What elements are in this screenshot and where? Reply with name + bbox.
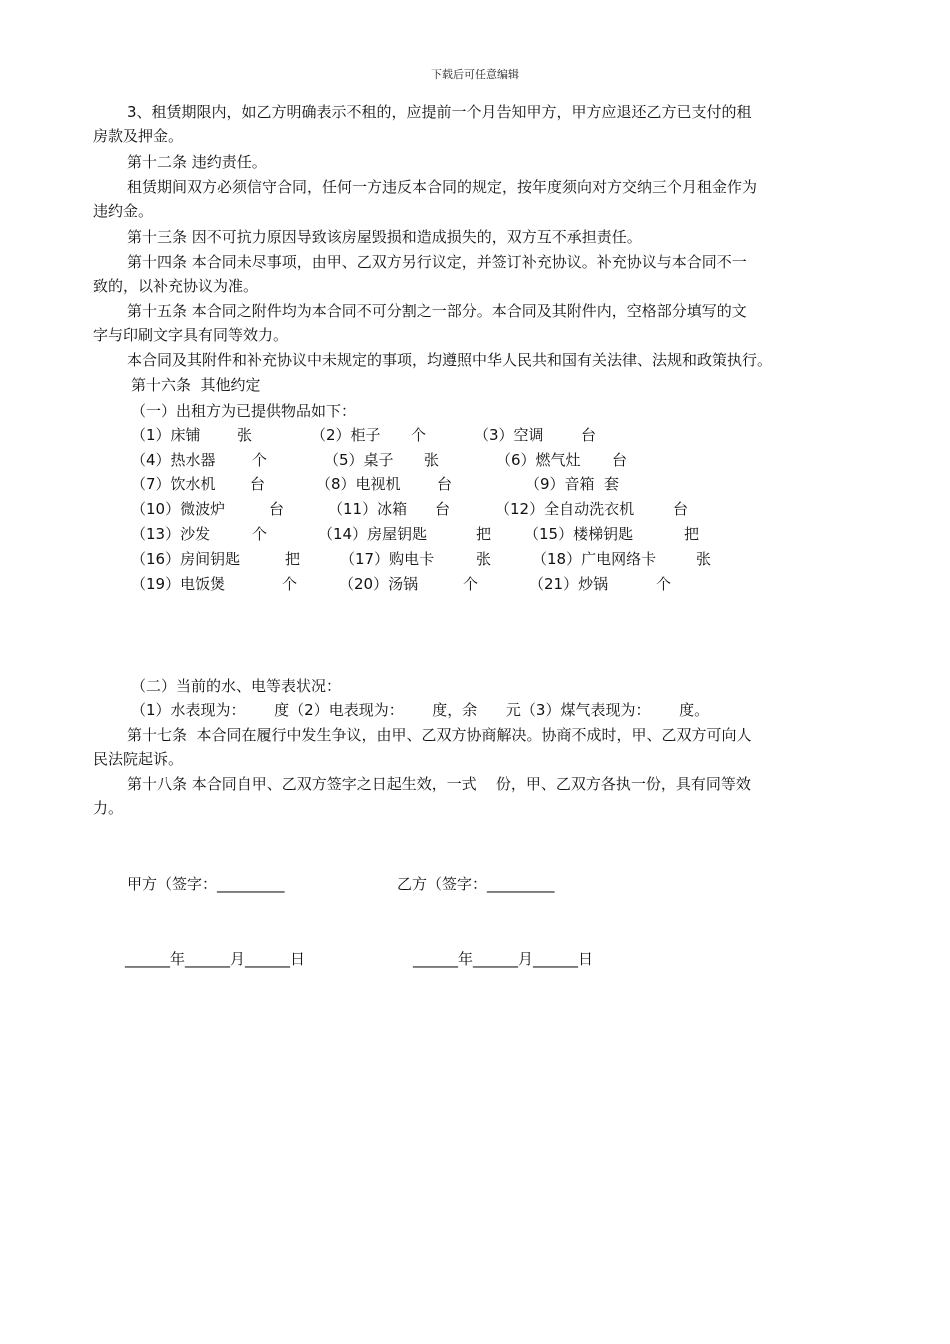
item-unit: 台 (581, 426, 597, 444)
item-unit: 台 (435, 500, 451, 518)
clause-3-line-1: 3、租赁期限内，如乙方明确表示不租的，应提前一个月告知甲方，甲方应退还乙方已支付的租 (127, 103, 752, 121)
party-b-signature: 乙方（签字：_________ (397, 875, 555, 893)
item-unit: 个 (252, 451, 268, 469)
item-unit: 个 (463, 575, 479, 593)
article-15-line-1: 第十五条 本合同之附件均为本合同不可分割之一部分。本合同及其附件内，空格部分填写的文 (127, 302, 747, 320)
item-unit: 台 (612, 451, 628, 469)
item-unit: 台 (437, 475, 453, 493)
item-name: （9）音箱 (525, 475, 595, 493)
item-name: （7）饮水机 (131, 475, 216, 493)
item-name: （15）楼梯钥匙 (524, 525, 634, 543)
party-a-date: ______年______月______日 (125, 950, 306, 968)
article-18-line-2: 力。 (93, 799, 124, 817)
article-17-line-2: 民法院起诉。 (93, 750, 184, 768)
item-name: （21）炒锅 (529, 575, 609, 593)
item-row (131, 572, 851, 596)
item-row (131, 423, 851, 447)
meter-readings: （1）水表现为： 度（2）电表现为： 度，余 元（3）煤气表现为： 度。 (131, 701, 710, 719)
item-unit: 个 (656, 575, 672, 593)
article-15-line-2: 字与印刷文字具有同等效力。 (93, 326, 289, 344)
item-unit: 把 (684, 525, 700, 543)
item-name: （4）热水器 (131, 451, 216, 469)
item-name: （2）柜子 (311, 426, 381, 444)
item-row (131, 497, 851, 521)
item-unit: 个 (252, 525, 268, 543)
page-header: 下载后可任意编辑 (431, 68, 519, 81)
item-row (131, 472, 851, 496)
article-12-line-1: 租赁期间双方必须信守合同，任何一方违反本合同的规定，按年度须向对方交纳三个月租金作为 (127, 178, 758, 196)
item-unit: 张 (476, 550, 492, 568)
item-unit: 个 (282, 575, 298, 593)
item-name: （13）沙发 (131, 525, 211, 543)
item-name: （6）燃气灶 (496, 451, 581, 469)
item-unit: 台 (269, 500, 285, 518)
clause-3-line-2: 房款及押金。 (93, 127, 184, 145)
article-14-line-1: 第十四条 本合同未尽事项，由甲、乙双方另行议定，并签订补充协议。补充协议与本合同不一 (127, 253, 747, 271)
item-name: （12）全自动洗衣机 (495, 500, 635, 518)
items-heading: （一）出租方为已提供物品如下： (131, 402, 357, 420)
article-17-line-1: 第十七条 本合同在履行中发生争议，由甲、乙双方协商解决。协商不成时，甲、乙双方可向人 (127, 726, 752, 744)
article-12-line-2: 违约金。 (93, 202, 154, 220)
item-unit: 个 (411, 426, 427, 444)
item-row (131, 448, 851, 472)
article-18-line-1: 第十八条 本合同自甲、乙双方签字之日起生效，一式 份，甲、乙双方各执一份，具有同等效 (127, 775, 751, 793)
item-row (131, 522, 851, 546)
item-name: （8）电视机 (316, 475, 401, 493)
item-unit: 张 (696, 550, 712, 568)
item-unit: 张 (237, 426, 253, 444)
item-unit: 套 (604, 475, 620, 493)
item-unit: 张 (424, 451, 440, 469)
item-name: （17）购电卡 (340, 550, 435, 568)
governing-law-paragraph: 本合同及其附件和补充协议中未规定的事项，均遵照中华人民共和国有关法律、法规和政策执行。 (127, 351, 773, 369)
item-name: （16）房间钥匙 (131, 550, 241, 568)
item-row (131, 547, 851, 571)
item-name: （11）冰箱 (328, 500, 408, 518)
article-14-line-2: 致的，以补充协议为准。 (93, 277, 259, 295)
party-b-date: ______年______月______日 (413, 950, 594, 968)
article-13: 第十三条 因不可抗力原因导致该房屋毁损和造成损失的，双方互不承担责任。 (127, 228, 642, 246)
party-a-signature: 甲方（签字：_________ (127, 875, 285, 893)
item-unit: 把 (476, 525, 492, 543)
item-name: （10）微波炉 (131, 500, 226, 518)
item-name: （20）汤锅 (339, 575, 419, 593)
item-name: （19）电饭煲 (131, 575, 226, 593)
item-unit: 台 (250, 475, 266, 493)
item-name: （1）床铺 (131, 426, 201, 444)
item-name: （5）桌子 (324, 451, 394, 469)
article-12-title: 第十二条 违约责任。 (127, 153, 267, 171)
item-unit: 台 (673, 500, 689, 518)
item-name: （18）广电网络卡 (532, 550, 657, 568)
item-name: （14）房屋钥匙 (318, 525, 428, 543)
item-unit: 把 (285, 550, 301, 568)
meter-heading: （二）当前的水、电等表状况： (131, 677, 342, 695)
article-16-title: 第十六条 其他约定 (131, 376, 261, 394)
item-name: （3）空调 (474, 426, 544, 444)
